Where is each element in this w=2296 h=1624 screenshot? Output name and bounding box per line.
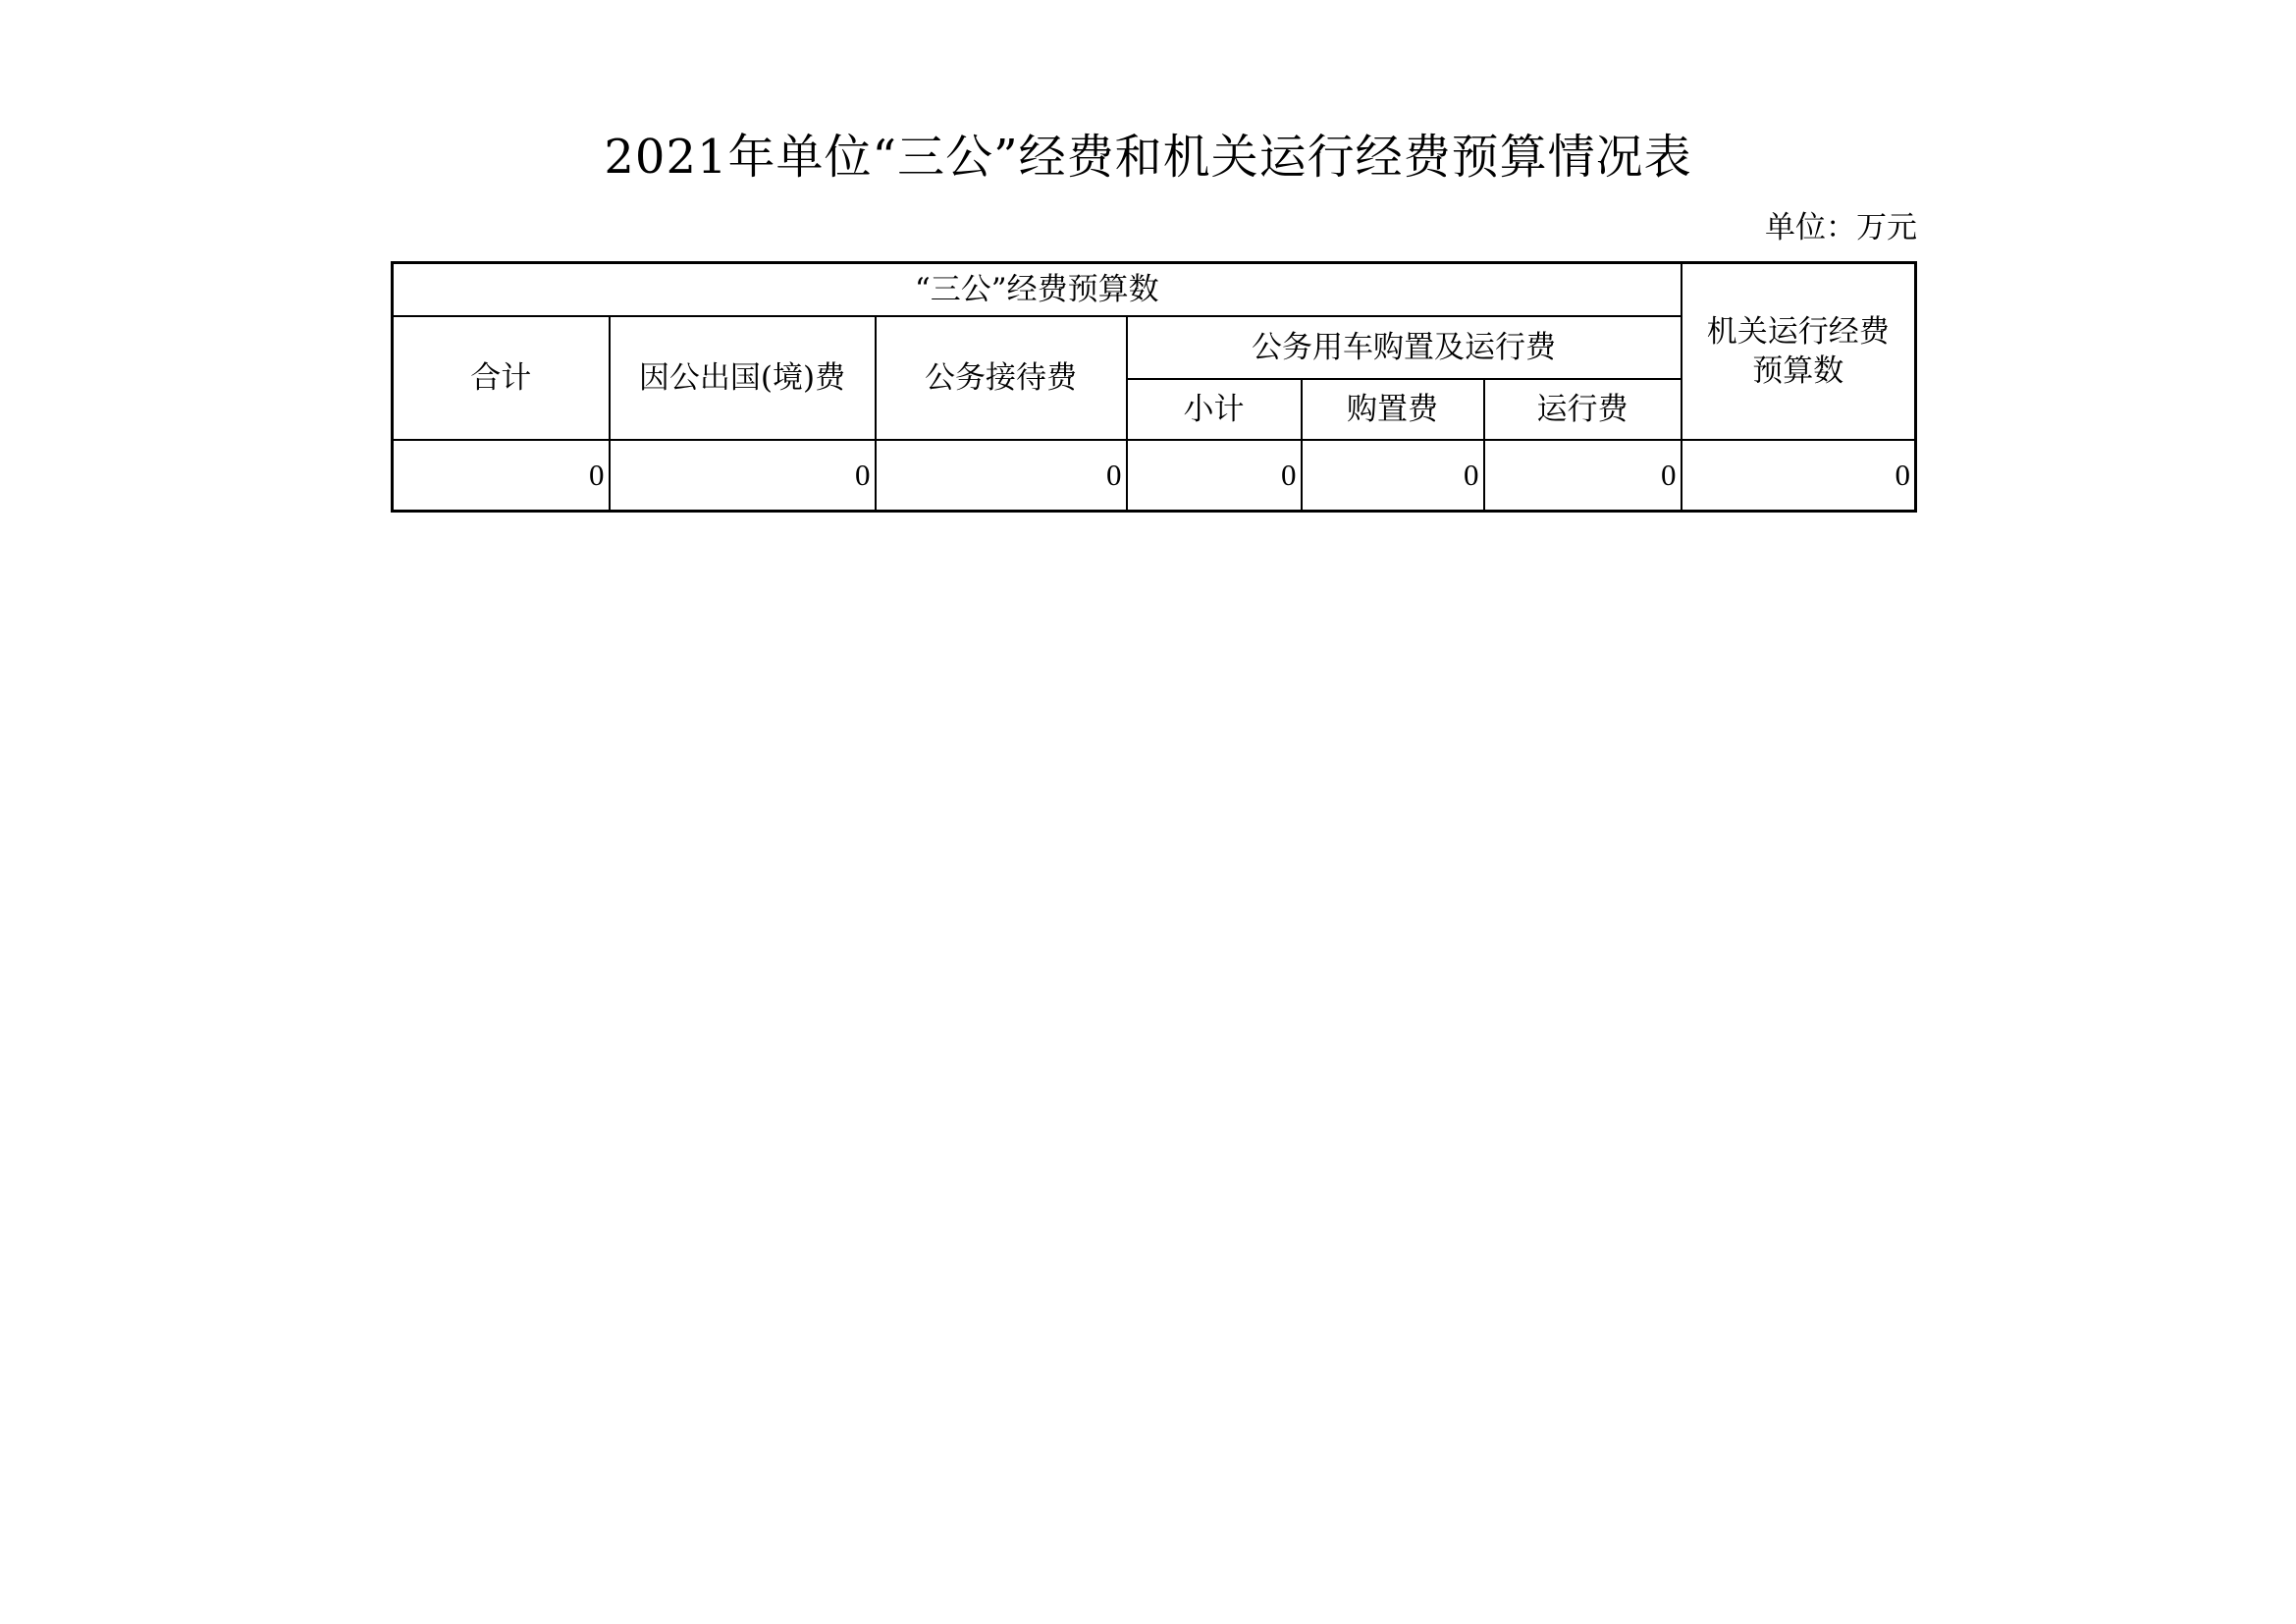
page-title: 2021年单位“三公”经费和机关运行经费预算情况表 bbox=[604, 130, 1692, 185]
reception-expense-header: 公务接待费 bbox=[876, 316, 1127, 440]
vehicle-running-header: 运行费 bbox=[1484, 379, 1682, 440]
org-running-expense-header bbox=[1682, 263, 1916, 441]
total-header: 合计 bbox=[393, 316, 610, 440]
budget-table bbox=[391, 261, 1917, 513]
unit-label: 单位：万元 bbox=[1765, 210, 1917, 245]
total-value: 0 bbox=[393, 440, 610, 512]
vehicle-running-value: 0 bbox=[1484, 440, 1682, 512]
abroad-expense-header: 因公出国(境)费 bbox=[610, 316, 876, 440]
three-public-expenses-header: “三公”经费预算数 bbox=[393, 263, 1682, 317]
org-running-expense-value: 0 bbox=[1682, 440, 1916, 512]
header-row-1 bbox=[393, 263, 1916, 317]
org-running-expense-label: 机关运行经费预算数 bbox=[1706, 314, 1890, 389]
vehicle-purchase-header: 购置费 bbox=[1302, 379, 1484, 440]
vehicle-purchase-value: 0 bbox=[1302, 440, 1484, 512]
abroad-expense-value: 0 bbox=[610, 440, 876, 512]
table-row bbox=[393, 440, 1916, 512]
reception-expense-value: 0 bbox=[876, 440, 1127, 512]
vehicle-expense-header: 公务用车购置及运行费 bbox=[1127, 316, 1682, 379]
vehicle-subtotal-header: 小计 bbox=[1127, 379, 1302, 440]
vehicle-subtotal-value: 0 bbox=[1127, 440, 1302, 512]
